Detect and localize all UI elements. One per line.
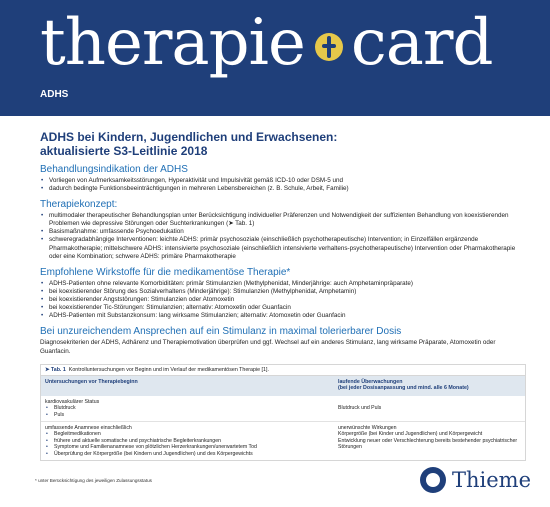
col2-header-line2: (bei jeder Dosisanpassung und mind. alle 6 Monate) <box>338 385 469 392</box>
page-title <box>40 130 526 158</box>
table-header <box>41 376 525 396</box>
list-item: • schweregradabhängige Interventionen: leichte ADHS: primär psychosoziale (einschließlich psychotherapeutische) Intervention; in Einzelfällen ergänzende Pharmakotherapie; mittelschwere ADHS: intensivierte psychosoziale (einschließlich intensivierte verhaltens-psychotherapeutische) Intervention oder Pharmakotherapie oder eine Kombination; schwere ADHS: primäre Pharmakotherapie <box>40 236 526 260</box>
main-content <box>40 130 526 461</box>
list-item: • Basismaßnahme: umfassende Psychoedukation <box>40 228 526 236</box>
table-header-col2 <box>334 376 525 396</box>
table-label: ➤ Tab. 1 <box>45 366 66 373</box>
publisher-logo <box>420 466 535 494</box>
publisher-name: Thieme <box>452 468 532 492</box>
title-line-2: aktualisierte S3-Leitlinie 2018 <box>40 144 208 158</box>
section-heading-insufficient: Bei unzureichendem Ansprechen auf ein Stimulanz in maximal tolerierbarer Dosis <box>40 326 402 338</box>
list-item: • Puls <box>45 412 330 418</box>
list-item: • ADHS-Patienten ohne relevante Komorbiditäten: primär Stimulanzien (Methylphenidat, Minderjährige: auch Amphetaminpräparate) <box>40 280 526 288</box>
list-item: • Überprüfung der Körpergröße (bei Kindern und Jugendlichen) und des Körpergewichts <box>45 451 330 457</box>
cell-title: umfassende Anamnese einschließlich <box>45 425 132 432</box>
table-cell <box>41 396 334 421</box>
section-heading-drugs: Empfohlene Wirkstoffe für die medikamentöse Therapie* <box>40 266 291 278</box>
list-item: • multimodaler therapeutischer Behandlungsplan unter Berücksichtigung individueller Präferenzen und Notwendigkeit der suffizienten Behandlung von koexistierenden Problemen wie depressive Störungen oder Suchterkrankungen (➤ Tab. 1) <box>40 212 526 228</box>
section-heading-indication: Behandlungsindikation der ADHS <box>40 164 188 175</box>
cell-value: Blutdruck und Puls <box>338 404 382 411</box>
cell-value: Körpergröße (bei Kinder und Jugendlichen) und Körpergewicht <box>338 431 483 438</box>
section-heading-concept: Therapiekonzept: <box>40 199 118 211</box>
cell-title: kardiovaskulärer Status <box>45 398 100 405</box>
indication-list <box>40 177 526 193</box>
list-item: • bei koexistierender Angststörungen: Stimulanzien oder Atomoxetin <box>40 296 526 304</box>
drugs-list <box>40 280 526 320</box>
table-row <box>41 422 525 460</box>
cell-value: Entwicklung neuer oder Verschlechterung bereits bestehender psychiatrischer Störungen <box>338 437 518 451</box>
footnote: * unter Berücksichtigung des jeweiligen Zulassungsstatus <box>35 478 152 483</box>
cell-value: unerwünschte Wirkungen <box>338 425 397 432</box>
table-cell <box>41 422 334 460</box>
list-item: • frühere und aktuelle somatische und psychiatrische Begleiterkrankungen <box>45 438 330 444</box>
list-item: • Symptome und Familienanamnese von plötzlichen Herzerkrankungen/unerwartetem Tod <box>45 444 330 450</box>
brand-logo <box>40 6 492 80</box>
header-banner <box>0 0 550 116</box>
list-item: • bei koexistierender Tic-Störungen: Stimulanzien; alternativ: Atomoxetin oder Guanfacin <box>40 304 526 312</box>
table-caption <box>41 365 525 376</box>
list-item: • ADHS-Patienten mit Substanzkonsum: lang wirksame Stimulanzien; alternativ: Atomoxetin oder Guanfacin <box>40 312 526 320</box>
control-table <box>40 364 526 461</box>
list-item: • Vorliegen von Aufmerksamkeitsstörungen, Hyperaktivität und Impulsivität gemäß ICD-10 oder DSM-5 und <box>40 177 526 185</box>
list-item: • dadurch bedingte Funktionsbeeinträchtigungen in mehreren Lebensbereichen (z. B. Schule, Arbeit, Familie) <box>40 185 526 193</box>
table-header-col1: Untersuchungen vor Therapiebeginn <box>45 378 138 385</box>
insufficient-text: Diagnosekriterien der ADHS, Adhärenz und Therapiemotivation überprüfen und ggf. Wechsel auf ein anderes Stimulanz, lang wirksame Präparate, Atomoxetin oder Guanfacin. <box>40 339 496 355</box>
table-caption-text: Kontrolluntersuchungen vor Beginn und im Verlauf der medikamentösen Therapie [1]. <box>68 366 269 373</box>
brand-left-text: therapie <box>40 6 305 80</box>
caduceus-icon <box>315 33 343 61</box>
list-item: • Begleitmedikationen <box>45 431 330 437</box>
concept-list <box>40 212 526 261</box>
col2-header-line1: laufende Überwachungen <box>338 378 403 385</box>
list-item: • bei koexistierender Störung des Sozialverhaltens (Minderjährige): Stimulanzien (Methylphenidat, Amphetamin) <box>40 288 526 296</box>
brand-right-text: card <box>350 6 493 80</box>
list-item: • Blutdruck <box>45 405 330 411</box>
table-row <box>41 396 525 422</box>
table-cell <box>334 396 525 421</box>
topic-label: ADHS <box>40 89 69 100</box>
title-line-1: ADHS bei Kindern, Jugendlichen und Erwachsenen: <box>40 130 338 144</box>
thieme-logo-icon <box>420 467 446 493</box>
table-cell <box>334 422 525 460</box>
